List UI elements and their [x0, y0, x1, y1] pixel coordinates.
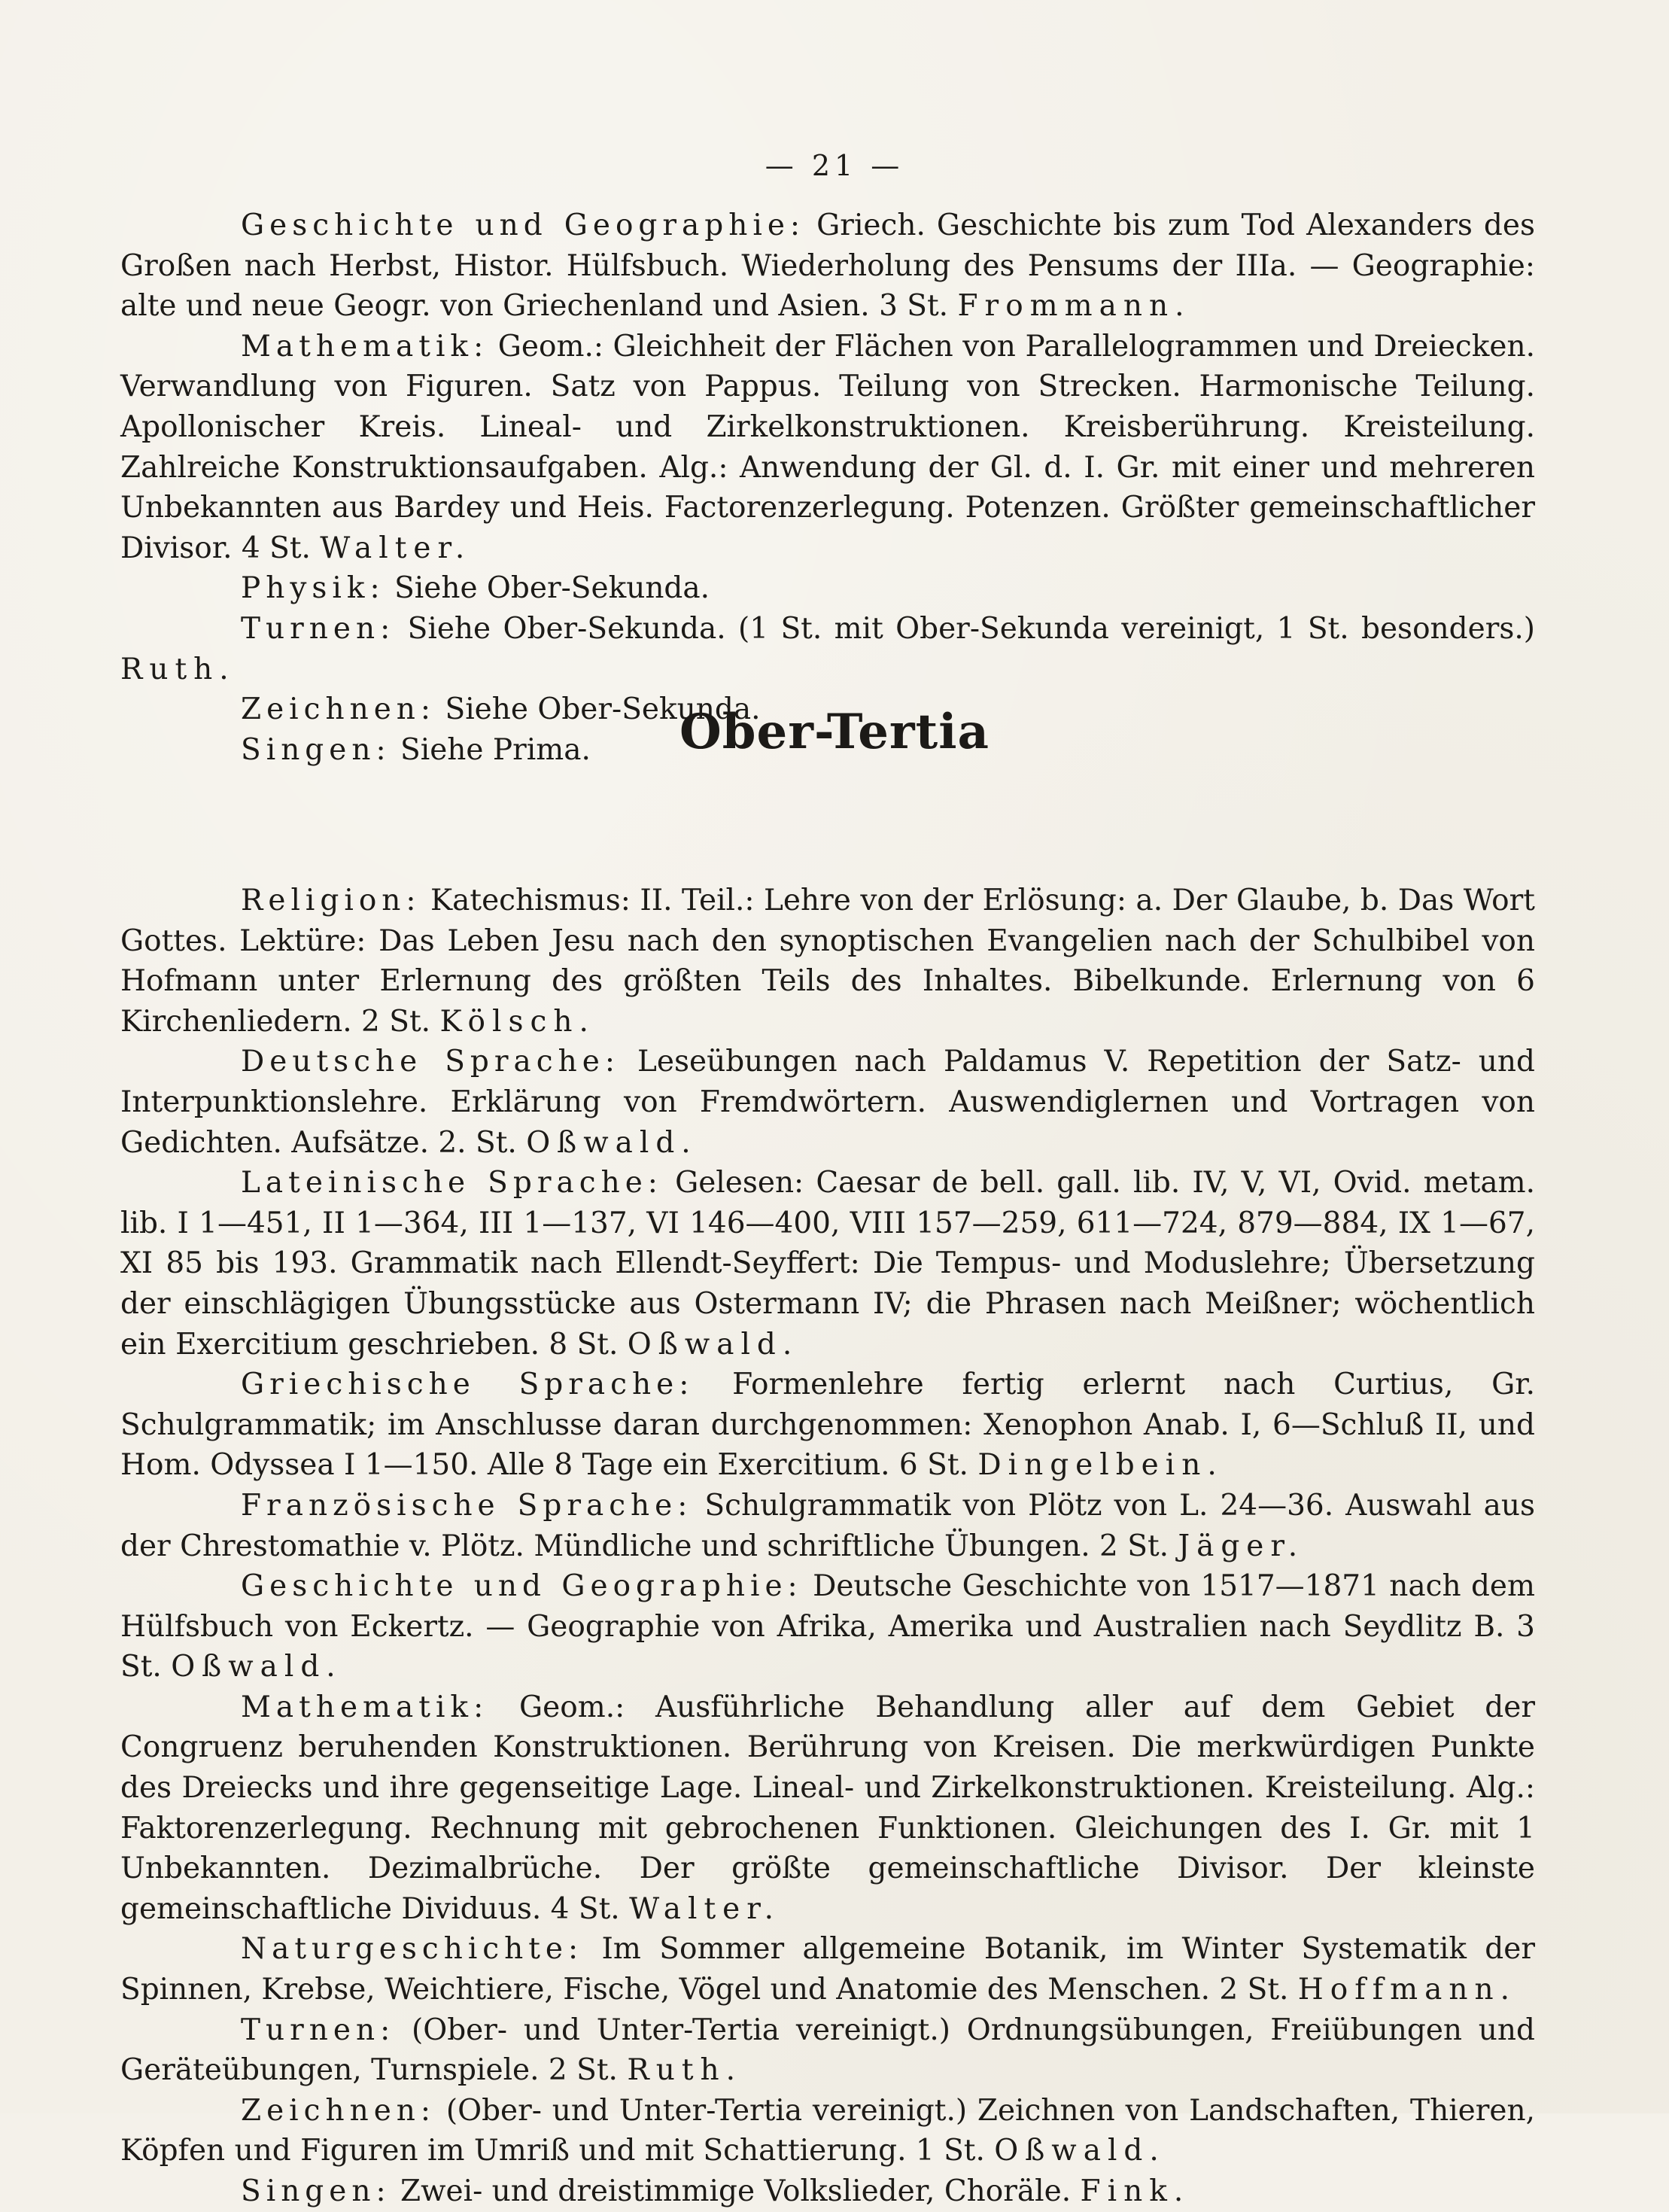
subject-label: Physik:	[241, 571, 385, 606]
subject-description: Zwei- und dreistimmige Volkslieder, Choräle.	[400, 2174, 1072, 2208]
subject-description: Siehe Ober-Sekunda.	[394, 571, 710, 606]
teacher-name: Oßwald.	[994, 2134, 1166, 2168]
curriculum-entry	[120, 2091, 1535, 2171]
subject-description: (Ober- und Unter-Tertia vereinigt.) Ordnungsübungen, Freiübungen und Geräteübungen, Turnspiele. 2 St.	[120, 2013, 1535, 2088]
teacher-name: Kölsch.	[439, 1004, 595, 1039]
subject-description: Siehe Prima.	[400, 732, 591, 767]
subject-description: Leseübungen nach Paldamus V. Repetition der Satz- und Interpunktionslehre. Erklärung von Fremdwörtern. Auswendiglernen und Vortragen von Gedichten. Aufsätze. 2. St.	[120, 1045, 1535, 1160]
section-heading: Ober-Tertia	[679, 704, 990, 760]
subject-label: Mathematik:	[241, 1690, 489, 1724]
teacher-name: Ruth.	[627, 2053, 743, 2088]
subject-label: Zeichnen:	[241, 692, 436, 727]
curriculum-entry	[120, 1042, 1535, 1163]
subject-description: Geom.: Gleichheit der Flächen von Parallelogrammen und Dreiecken. Verwandlung von Figuren. Satz von Pappus. Teilung von Strecken. Harmonische Teilung. Apollonischer Kreis. Lineal- und Zirkelkonstruktionen. Kreisberührung. Kreisteilung. Zahlreiche Konstruktionsaufgaben. Alg.: Anwendung der Gl. d. I. Gr. mit einer und mehreren Unbekannten aus Bardey und Heis. Factorenzerlegung. Potenzen. Größter gemeinschaftlicher Divisor. 4 St.	[120, 329, 1535, 565]
teacher-name: Oßwald.	[526, 1125, 698, 1160]
subject-label: Singen:	[241, 732, 391, 767]
subject-description: Griech. Geschichte bis zum Tod Alexanders des Großen nach Herbst, Histor. Hülfsbuch. Wiederholung des Pensums der IIIa. — Geographie: alte und neue Geogr. von Griechenland und Asien. 3 St.	[120, 208, 1535, 324]
teacher-name: Oßwald.	[171, 1650, 342, 1684]
teacher-name: Frommann.	[957, 289, 1191, 324]
curriculum-entry	[120, 327, 1535, 569]
subject-label: Singen:	[241, 2174, 391, 2208]
subject-description: Geom.: Ausführliche Behandlung aller auf dem Gebiet der Congruenz beruhenden Konstruktionen. Berührung von Kreisen. Die merkwürdigen Punkte des Dreiecks und ihre gegenseitige Lage. Lineal- und Zirkelkonstruktionen. Kreisteilung. Alg.: Faktorenzerlegung. Rechnung mit gebrochenen Funktionen. Gleichungen des I. Gr. mit 1 Unbekannten. Dezimalbrüche. Der größte gemeinschaftliche Divisor. Der kleinste gemeinschaftliche Dividuus. 4 St.	[120, 1690, 1535, 1926]
subject-label: Lateinische Sprache:	[241, 1166, 663, 1200]
curriculum-entry	[120, 568, 1535, 609]
teacher-name: Oßwald.	[627, 1327, 799, 1362]
curriculum-entry	[120, 1486, 1535, 1566]
subject-description: Siehe Ober-Sekunda.	[445, 692, 761, 727]
subject-description: Schulgrammatik von Plötz von L. 24—36. Auswahl aus der Chrestomathie v. Plötz. Mündliche und schriftliche Übungen. 2 St.	[120, 1488, 1535, 1563]
subject-label: Geschichte und Geographie:	[241, 1569, 803, 1604]
curriculum-entry	[120, 609, 1535, 689]
teacher-name: Dingelbein.	[977, 1448, 1224, 1483]
curriculum-entry	[120, 2010, 1535, 2091]
teacher-name: Walter.	[320, 531, 472, 565]
subject-description: Katechismus: II. Teil.: Lehre von der Erlösung: a. Der Glaube, b. Das Wort Gottes. Lektüre: Das Leben Jesu nach den synoptischen Evangelien nach der Schulbibel von Hofmann unter Erlernung des größten Teils des Inhaltes. Bibelkunde. Erlernung von 6 Kirchenliedern. 2 St.	[120, 884, 1535, 1039]
subject-label: Geschichte und Geographie:	[241, 208, 806, 242]
subject-label: Turnen:	[241, 611, 396, 646]
subject-label: Religion:	[241, 884, 421, 917]
subject-description: Formenlehre fertig erlernt nach Curtius, Gr. Schulgrammatik; im Anschlusse daran durchgenommen: Xenophon Anab. I, 6—Schluß II, und Hom. Odyssea I 1—150. Alle 8 Tage ein Exercitium. 6 St.	[120, 1368, 1536, 1483]
teacher-name: Jäger.	[1178, 1529, 1305, 1563]
curriculum-entry	[120, 1687, 1535, 1930]
subject-description: Im Sommer allgemeine Botanik, im Winter Systematik der Spinnen, Krebse, Weichtiere, Fische, Vögel und Anatomie des Menschen. 2 St.	[120, 1932, 1535, 2007]
curriculum-entry	[120, 2171, 1535, 2212]
subject-description: Gelesen: Caesar de bell. gall. lib. IV, V, VI, Ovid. metam. lib. I 1—451, II 1—364, III 1—137, VI 146—400, VIII 157—259, 611—724, 879—884, IX 1—67, XI 85 bis 193. Grammatik nach Ellendt-Seyffert: Die Tempus- und Moduslehre; Übersetzung der einschlägigen Übungsstücke aus Ostermann IV; die Phrasen nach Meißner; wöchentlich ein Exercitium geschrieben. 8 St.	[120, 1166, 1535, 1362]
subject-label: Naturgeschichte:	[241, 1932, 584, 1967]
curriculum-entry	[120, 881, 1535, 1042]
curriculum-section-previous-class	[120, 205, 1535, 770]
teacher-name: Hoffmann.	[1297, 1973, 1517, 2007]
curriculum-entry	[120, 205, 1535, 327]
subject-description: Siehe Ober-Sekunda. (1 St. mit Ober-Sekunda vereinigt, 1 St. besonders.)	[407, 611, 1535, 646]
subject-description: Deutsche Geschichte von 1517—1871 nach dem Hülfsbuch von Eckertz. — Geographie von Afrika, Amerika und Australien nach Seydlitz B. 3 St.	[120, 1569, 1535, 1684]
teacher-name: Walter.	[629, 1891, 781, 1926]
curriculum-section-ober-tertia	[120, 881, 1535, 2212]
subject-label: Französische Sprache:	[241, 1488, 693, 1523]
subject-description: (Ober- und Unter-Tertia vereinigt.) Zeichnen von Landschaften, Thieren, Köpfen und Figuren im Umriß und mit Schattierung. 1 St.	[120, 2093, 1535, 2168]
teacher-name: Ruth.	[120, 652, 236, 686]
curriculum-entry	[120, 1566, 1535, 1687]
curriculum-entry	[120, 1163, 1535, 1365]
curriculum-entry	[120, 1365, 1535, 1486]
curriculum-entry	[120, 1929, 1535, 2010]
subject-label: Zeichnen:	[241, 2093, 436, 2128]
subject-label: Deutsche Sprache:	[241, 1045, 620, 1079]
teacher-name: Fink.	[1080, 2174, 1190, 2208]
subject-label: Turnen:	[241, 2013, 396, 2047]
subject-label: Mathematik:	[241, 329, 489, 364]
subject-label: Griechische Sprache:	[241, 1368, 695, 1402]
page-number: — 21 —	[765, 149, 904, 182]
